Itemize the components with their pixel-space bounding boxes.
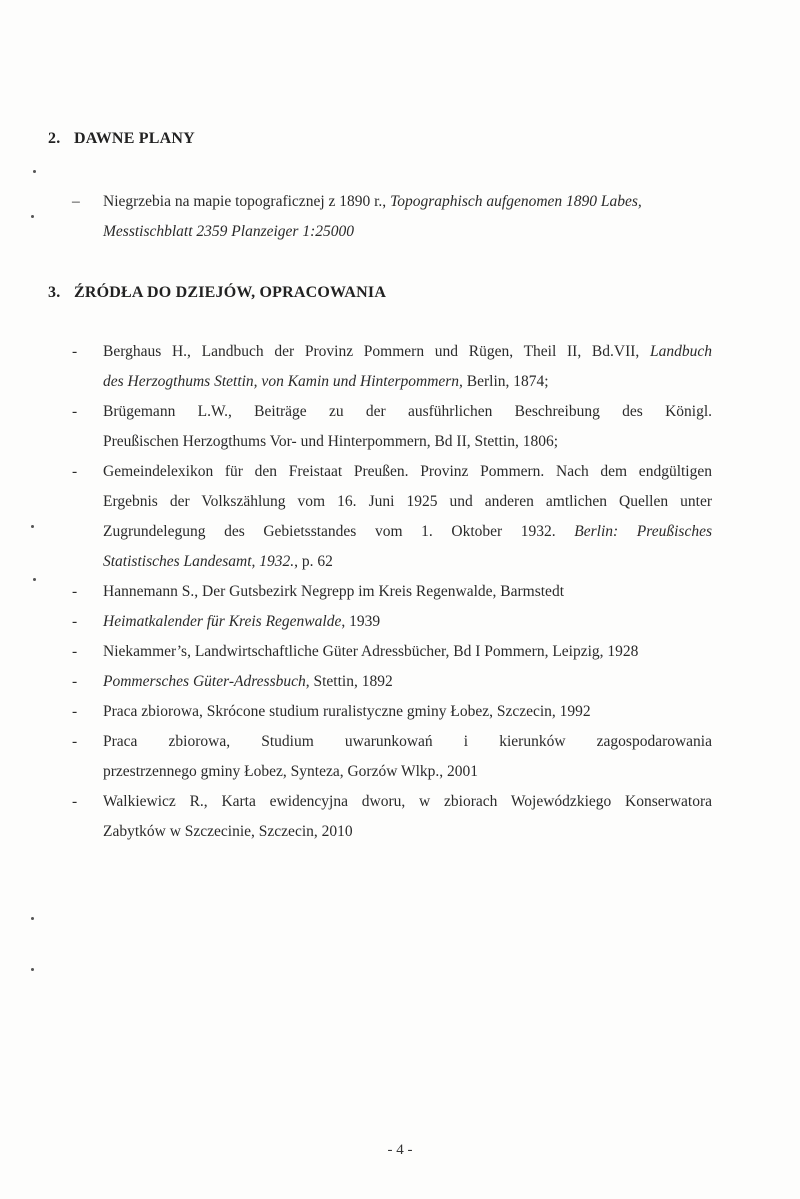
list-dash: - (72, 583, 78, 600)
list-item (62, 577, 712, 607)
section-number: 2. (48, 130, 61, 147)
item-text: Hannemann S., Der Gutsbezirk Negrepp im Kreis Regenwalde, Barmstedt (103, 583, 564, 600)
item-line: Ergebnis der Volkszählung vom 16. Juni 1925 und anderen amtlichen Quellen unter (103, 493, 712, 510)
item-italic-title: Heimatkalender für Kreis Regenwalde (103, 613, 342, 630)
list-dash: - (72, 703, 78, 720)
item-text: , p. 62 (294, 553, 333, 570)
item-line: Praca zbiorowa, Studium uwarunkowań i kierunków zagospodarowania (103, 733, 712, 750)
scan-speck (33, 170, 36, 173)
list-dash: - (72, 613, 78, 630)
item-italic-title-cont: Statistisches Landesamt, 1932. (103, 553, 295, 570)
item-text: Berghaus H., Landbuch der Provinz Pommern und Rügen, Theil II, Bd.VII, (103, 343, 650, 360)
section-number: 3. (48, 284, 61, 301)
list-item (62, 787, 712, 847)
item-italic-title: Topographisch aufgenomen 1890 Labes, (390, 193, 642, 210)
list-dash: – (72, 193, 80, 210)
item-italic-title: Berlin: Preußisches (574, 523, 712, 540)
list-item (62, 607, 712, 637)
item-italic-title-cont: Messtischblatt 2359 Planzeiger 1:25000 (103, 223, 354, 240)
list-dash: - (72, 673, 78, 690)
section-heading-dawne-plany (48, 130, 195, 148)
list-item (62, 667, 712, 697)
list-dash: - (72, 793, 78, 810)
section-title: ŹRÓDŁA DO DZIEJÓW, OPRACOWANIA (74, 284, 387, 301)
item-text: Niegrzebia na mapie topograficznej z 1890 r., (103, 193, 391, 210)
section-list-dawne-plany (62, 187, 712, 247)
list-dash: - (72, 643, 78, 660)
item-line: Brügemann L.W., Beiträge zu der ausführlichen Beschreibung des Königl. (103, 403, 712, 420)
list-dash: - (72, 403, 78, 420)
item-italic-title-cont: des Herzogthums Stettin, von Kamin und Hinterpommern, (103, 373, 463, 390)
list-item (62, 337, 712, 397)
list-dash: - (72, 343, 78, 360)
item-italic-title: Pommersches Güter-Adressbuch (103, 673, 306, 690)
list-item (62, 697, 712, 727)
list-item (62, 727, 712, 787)
item-text: przestrzennego gminy Łobez, Synteza, Gorzów Wlkp., 2001 (103, 763, 479, 780)
item-text: Praca zbiorowa, Skrócone studium ruralistyczne gminy Łobez, Szczecin, 1992 (103, 703, 591, 720)
item-line: Walkiewicz R., Karta ewidencyjna dworu, w zbiorach Wojewódzkiego Konserwatora (103, 793, 712, 810)
item-text: , 1939 (341, 613, 381, 630)
item-italic-title: Landbuch (650, 343, 712, 360)
item-line (103, 517, 712, 547)
list-item (62, 397, 712, 457)
list-item (62, 457, 712, 577)
list-dash: - (72, 463, 78, 480)
list-item (62, 187, 712, 247)
scan-speck (31, 215, 34, 218)
scan-speck (33, 578, 36, 581)
scan-speck (31, 917, 34, 920)
section-list-zrodla (62, 337, 712, 847)
list-dash: - (72, 733, 78, 750)
item-line (103, 337, 712, 367)
section-heading-zrodla (48, 284, 386, 302)
item-line: Gemeindelexikon für den Freistaat Preußen. Provinz Pommern. Nach dem endgültigen (103, 463, 712, 480)
page-number: - 4 - (387, 1142, 413, 1158)
list-item (62, 637, 712, 667)
scan-speck (31, 525, 34, 528)
item-text: Preußischen Herzogthums Vor- und Hinterpommern, Bd II, Stettin, 1806; (103, 433, 559, 450)
item-text: Berlin, 1874; (462, 373, 549, 390)
section-title: DAWNE PLANY (74, 130, 195, 147)
item-text: Zabytków w Szczecinie, Szczecin, 2010 (103, 823, 353, 840)
item-text: Niekammer’s, Landwirtschaftliche Güter Adressbücher, Bd I Pommern, Leipzig, 1928 (103, 643, 639, 660)
item-text: Zugrundelegung des Gebietsstandes vom 1. Oktober 1932. (103, 523, 575, 540)
item-text: , Stettin, 1892 (305, 673, 393, 690)
scan-speck (31, 968, 34, 971)
